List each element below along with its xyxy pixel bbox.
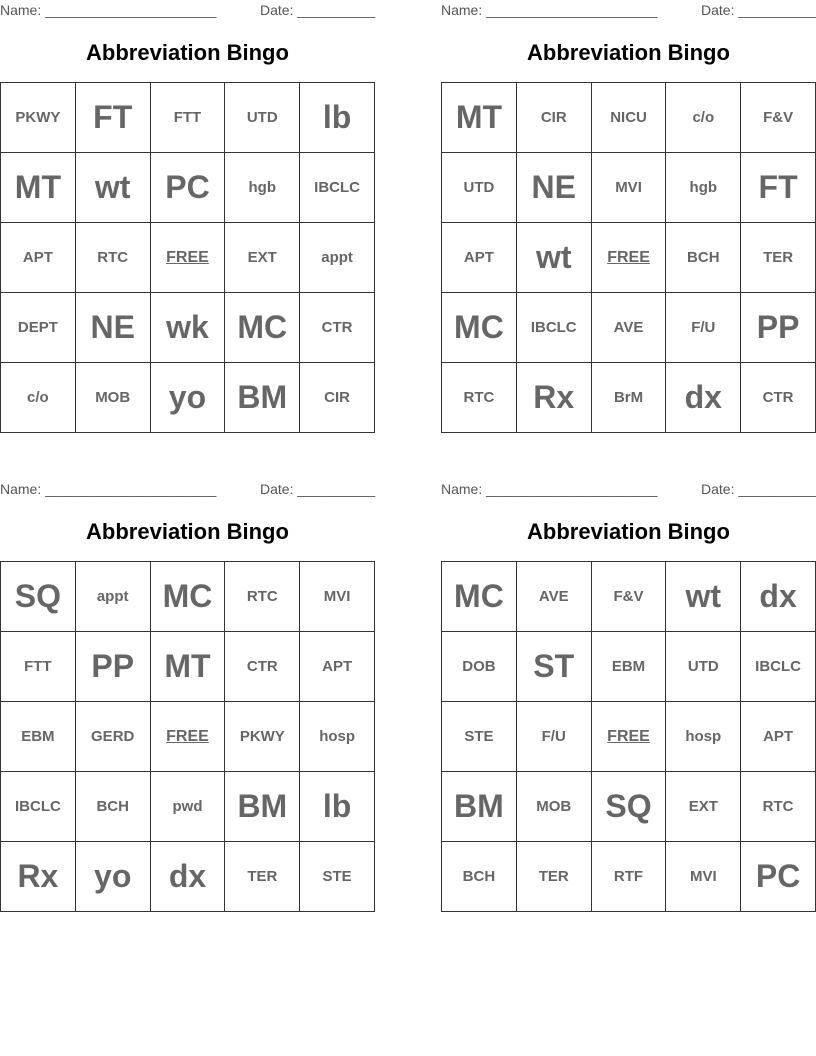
name-field-label: Name: ______________________ [0,2,217,18]
bingo-cell: lb [300,772,375,842]
bingo-cell: wt [516,223,591,293]
card-title: Abbreviation Bingo [86,40,289,65]
free-space-cell: FREE [150,702,225,772]
bingo-cell: hgb [666,153,741,223]
card-header [0,0,375,20]
bingo-cell: AVE [591,293,666,363]
bingo-cell: PC [741,842,816,912]
bingo-cell: MT [442,83,517,153]
bingo-row [1,702,375,772]
bingo-cell: RTC [225,562,300,632]
bingo-cell: NE [516,153,591,223]
bingo-row [442,293,816,363]
bingo-cell: dx [150,842,225,912]
date-field-label: Date: __________ [701,481,816,497]
card-header [0,479,375,499]
bingo-cell: lb [300,83,375,153]
bingo-grid [0,561,375,912]
bingo-cell: MVI [666,842,741,912]
bingo-row [1,772,375,842]
bingo-cell: pwd [150,772,225,842]
bingo-cell: dx [666,363,741,433]
bingo-grid [441,561,816,912]
bingo-cell: Rx [1,842,76,912]
bingo-cell: PP [75,632,150,702]
bingo-cell: CIR [516,83,591,153]
bingo-cell: EBM [1,702,76,772]
bingo-cell: MT [150,632,225,702]
bingo-cell: yo [75,842,150,912]
bingo-cell: MOB [516,772,591,842]
bingo-cell: F&V [741,83,816,153]
bingo-cell: EBM [591,632,666,702]
bingo-cell: CIR [300,363,375,433]
bingo-cell: BCH [442,842,517,912]
bingo-cell: SQ [591,772,666,842]
bingo-cell: c/o [1,363,76,433]
bingo-cell: UTD [442,153,517,223]
bingo-cell: APT [300,632,375,702]
bingo-cell: BM [442,772,517,842]
bingo-cell: wt [666,562,741,632]
card-title: Abbreviation Bingo [527,40,730,65]
bingo-row [442,83,816,153]
bingo-row [1,363,375,433]
free-space-cell: FREE [591,223,666,293]
bingo-cell: wt [75,153,150,223]
bingo-cell: FTT [150,83,225,153]
bingo-cell: GERD [75,702,150,772]
bingo-cell: BrM [591,363,666,433]
bingo-cell: MOB [75,363,150,433]
bingo-cell: UTD [225,83,300,153]
bingo-cell: PKWY [1,83,76,153]
name-field-label: Name: ______________________ [0,481,217,497]
bingo-cell: IBCLC [741,632,816,702]
bingo-cell: TER [225,842,300,912]
bingo-grid [441,82,816,433]
bingo-row [1,293,375,363]
bingo-cell: PC [150,153,225,223]
date-field-label: Date: __________ [260,481,376,497]
bingo-cell: hosp [666,702,741,772]
bingo-cell: AVE [516,562,591,632]
bingo-cell: F/U [666,293,741,363]
bingo-cell: BCH [75,772,150,842]
card-header [441,0,816,20]
bingo-row [442,223,816,293]
bingo-cell: MC [442,293,517,363]
bingo-cell: SQ [1,562,76,632]
bingo-cell: CTR [300,293,375,363]
bingo-cell: APT [1,223,76,293]
bingo-cell: STE [442,702,517,772]
name-field-label: Name: ______________________ [441,481,658,497]
bingo-cell: DEPT [1,293,76,363]
bingo-cell: MVI [300,562,375,632]
bingo-cell: F/U [516,702,591,772]
bingo-cell: MC [150,562,225,632]
bingo-cell: DOB [442,632,517,702]
bingo-row [1,562,375,632]
bingo-row [442,153,816,223]
bingo-row [1,223,375,293]
bingo-cell: APT [741,702,816,772]
bingo-row [442,562,816,632]
bingo-cell: BM [225,363,300,433]
bingo-cell: FTT [1,632,76,702]
name-field-label: Name: ______________________ [441,2,658,18]
free-space-cell: FREE [150,223,225,293]
bingo-cell: FT [741,153,816,223]
free-space-cell: FREE [591,702,666,772]
bingo-cell: CTR [225,632,300,702]
bingo-cell: UTD [666,632,741,702]
bingo-cell: PKWY [225,702,300,772]
bingo-cell: RTC [442,363,517,433]
bingo-cell: EXT [225,223,300,293]
bingo-cell: wk [150,293,225,363]
bingo-row [442,702,816,772]
bingo-row [442,772,816,842]
date-field-label: Date: __________ [701,2,816,18]
bingo-cell: appt [75,562,150,632]
bingo-cell: hgb [225,153,300,223]
bingo-cell: F&V [591,562,666,632]
bingo-cell: dx [741,562,816,632]
bingo-cell: BCH [666,223,741,293]
bingo-cell: ST [516,632,591,702]
bingo-cell: MVI [591,153,666,223]
bingo-cell: FT [75,83,150,153]
card-title: Abbreviation Bingo [86,519,289,544]
bingo-cell: PP [741,293,816,363]
bingo-cell: CTR [741,363,816,433]
bingo-cell: yo [150,363,225,433]
date-field-label: Date: __________ [260,2,376,18]
bingo-cell: Rx [516,363,591,433]
bingo-cell: MC [225,293,300,363]
bingo-cell: STE [300,842,375,912]
bingo-cell: NICU [591,83,666,153]
bingo-cell: IBCLC [300,153,375,223]
card-header [441,479,816,499]
bingo-cell: MC [442,562,517,632]
bingo-cell: IBCLC [516,293,591,363]
card-title: Abbreviation Bingo [527,519,730,544]
bingo-cell: MT [1,153,76,223]
bingo-row [442,632,816,702]
bingo-cell: NE [75,293,150,363]
bingo-cell: hosp [300,702,375,772]
bingo-cell: BM [225,772,300,842]
bingo-cell: APT [442,223,517,293]
bingo-row [442,363,816,433]
bingo-cell: IBCLC [1,772,76,842]
bingo-cell: TER [516,842,591,912]
bingo-cell: TER [741,223,816,293]
bingo-row [1,632,375,702]
bingo-cell: appt [300,223,375,293]
bingo-row [1,83,375,153]
bingo-row [442,842,816,912]
bingo-row [1,153,375,223]
bingo-cell: c/o [666,83,741,153]
bingo-grid [0,82,375,433]
bingo-cell: RTC [741,772,816,842]
bingo-cell: RTF [591,842,666,912]
bingo-cell: EXT [666,772,741,842]
bingo-cell: RTC [75,223,150,293]
bingo-row [1,842,375,912]
